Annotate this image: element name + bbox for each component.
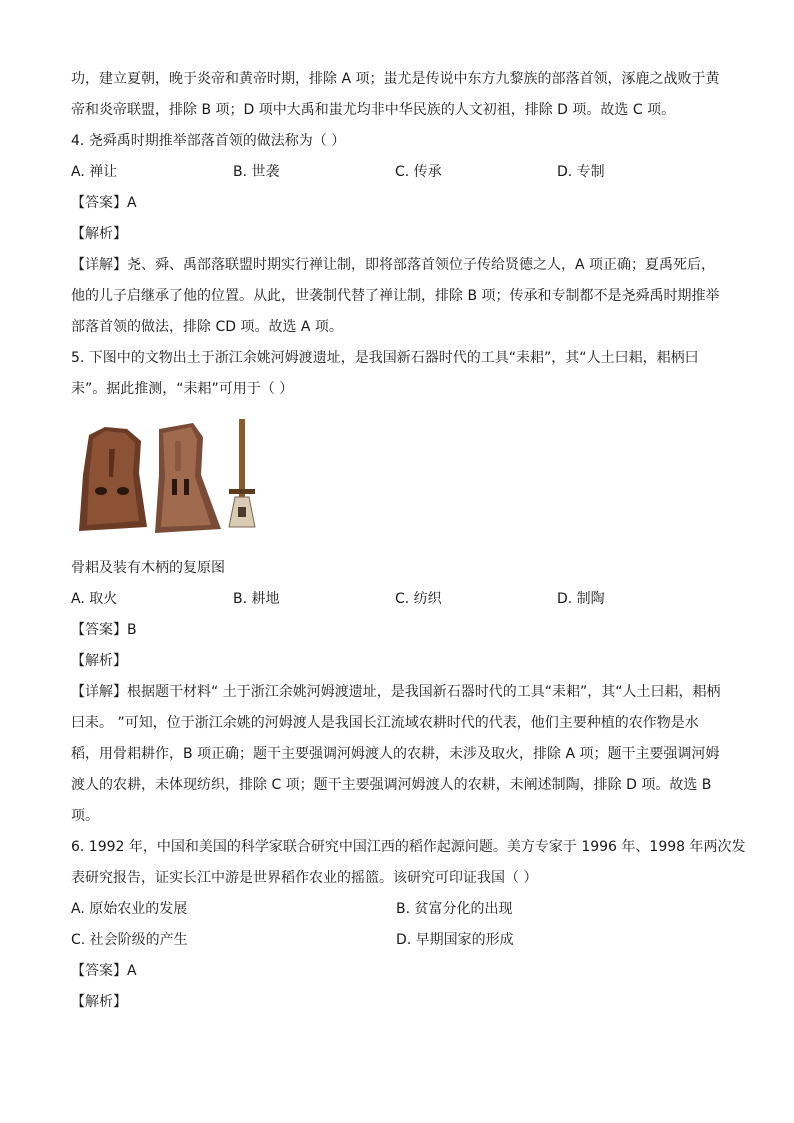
q4-answer: 【答案】A: [71, 195, 137, 211]
q3-analysis-line: 帝和炎帝联盟，排除 B 项；D 项中大禹和蚩尤均非中华民族的人文初祖，排除 D 项。故选 C 项。: [71, 102, 676, 118]
q5-detail-line: 稻，用骨耜耕作，B 项正确；题干主要强调河姆渡人的农耕，未涉及取火，排除 A 项；题干主要强调河姆: [71, 746, 720, 762]
q3-analysis-line: 功，建立夏朝，晚于炎帝和黄帝时期，排除 A 项；蚩尤是传说中东方九黎族的部落首领，涿鹿之战败于黄: [71, 71, 720, 87]
q5-option-b: B. 耕地: [233, 591, 280, 607]
q5-stem-line: 5. 下图中的文物出土于浙江余姚河姆渡遗址，是我国新石器时代的工具“耒耜”，其“人土曰耜，耜柄曰: [71, 350, 699, 366]
q6-option-b: B. 贫富分化的出现: [396, 901, 513, 917]
q6-stem-line: 表研究报告，证实长江中游是世界稻作农业的摇篮。该研究可印证我国（ ）: [71, 870, 538, 886]
q4-option-a: A. 禅让: [71, 164, 118, 180]
q5-detail-line: 曰耒。 ”可知，位于浙江余姚的河姆渡人是我国长江流域农耕时代的代表，他们主要种植的农作物是水: [71, 715, 699, 731]
q5-detail-line: 项。: [71, 808, 99, 824]
q5-options: [71, 584, 721, 615]
q6-option-d: D. 早期国家的形成: [396, 932, 514, 948]
bone-spade-figure: [71, 405, 721, 553]
q5-answer: 【答案】B: [71, 622, 137, 638]
q5-analysis-label: 【解析】: [71, 653, 127, 669]
bone-spade-image: [75, 415, 275, 541]
q4-option-b: B. 世袭: [233, 164, 280, 180]
q4-analysis-label: 【解析】: [71, 226, 127, 242]
q6-analysis-label: 【解析】: [71, 994, 127, 1010]
q4-detail-line: 【详解】尧、舜、禹部落联盟时期实行禅让制，即将部落首领位子传给贤德之人，A 项正确；夏禹死后，: [71, 257, 716, 273]
q5-option-c: C. 纺织: [395, 591, 442, 607]
q4-options: [71, 157, 721, 188]
q6-options-row: [71, 925, 721, 956]
q5-stem-line: 耒”。据此推测，“耒耜”可用于（ ）: [71, 381, 294, 397]
q4-stem: 4. 尧舜禹时期推举部落首领的做法称为（ ）: [71, 133, 346, 149]
q6-option-c: C. 社会阶级的产生: [71, 932, 188, 948]
q5-detail-line: 渡人的农耕，未体现纺织，排除 C 项；题干主要强调河姆渡人的农耕，未阐述制陶，排除 D 项。故选 B: [71, 777, 712, 793]
q6-option-a: A. 原始农业的发展: [71, 901, 188, 917]
q4-detail-line: 他的儿子启继承了他的位置。从此，世袭制代替了禅让制，排除 B 项；传承和专制都不是尧舜禹时期推举: [71, 288, 720, 304]
q4-option-c: C. 传承: [395, 164, 442, 180]
q5-detail-line: 【详解】根据题干材料“ 土于浙江余姚河姆渡遗址，是我国新石器时代的工具“耒耜”，其“人土曰耜，耜柄: [71, 684, 721, 700]
q4-detail-line: 部落首领的做法，排除 CD 项。故选 A 项。: [71, 319, 343, 335]
q5-option-a: A. 取火: [71, 591, 118, 607]
document-page: [71, 64, 746, 1018]
q5-figure-caption: 骨耜及装有木柄的复原图: [71, 560, 225, 576]
q6-stem-line: 6. 1992 年，中国和美国的科学家联合研究中国江西的稻作起源问题。美方专家于 1996 年、1998 年两次发: [71, 839, 746, 855]
q6-options-row: [71, 894, 721, 925]
q4-option-d: D. 专制: [557, 164, 605, 180]
q6-answer: 【答案】A: [71, 963, 137, 979]
q5-option-d: D. 制陶: [557, 591, 605, 607]
